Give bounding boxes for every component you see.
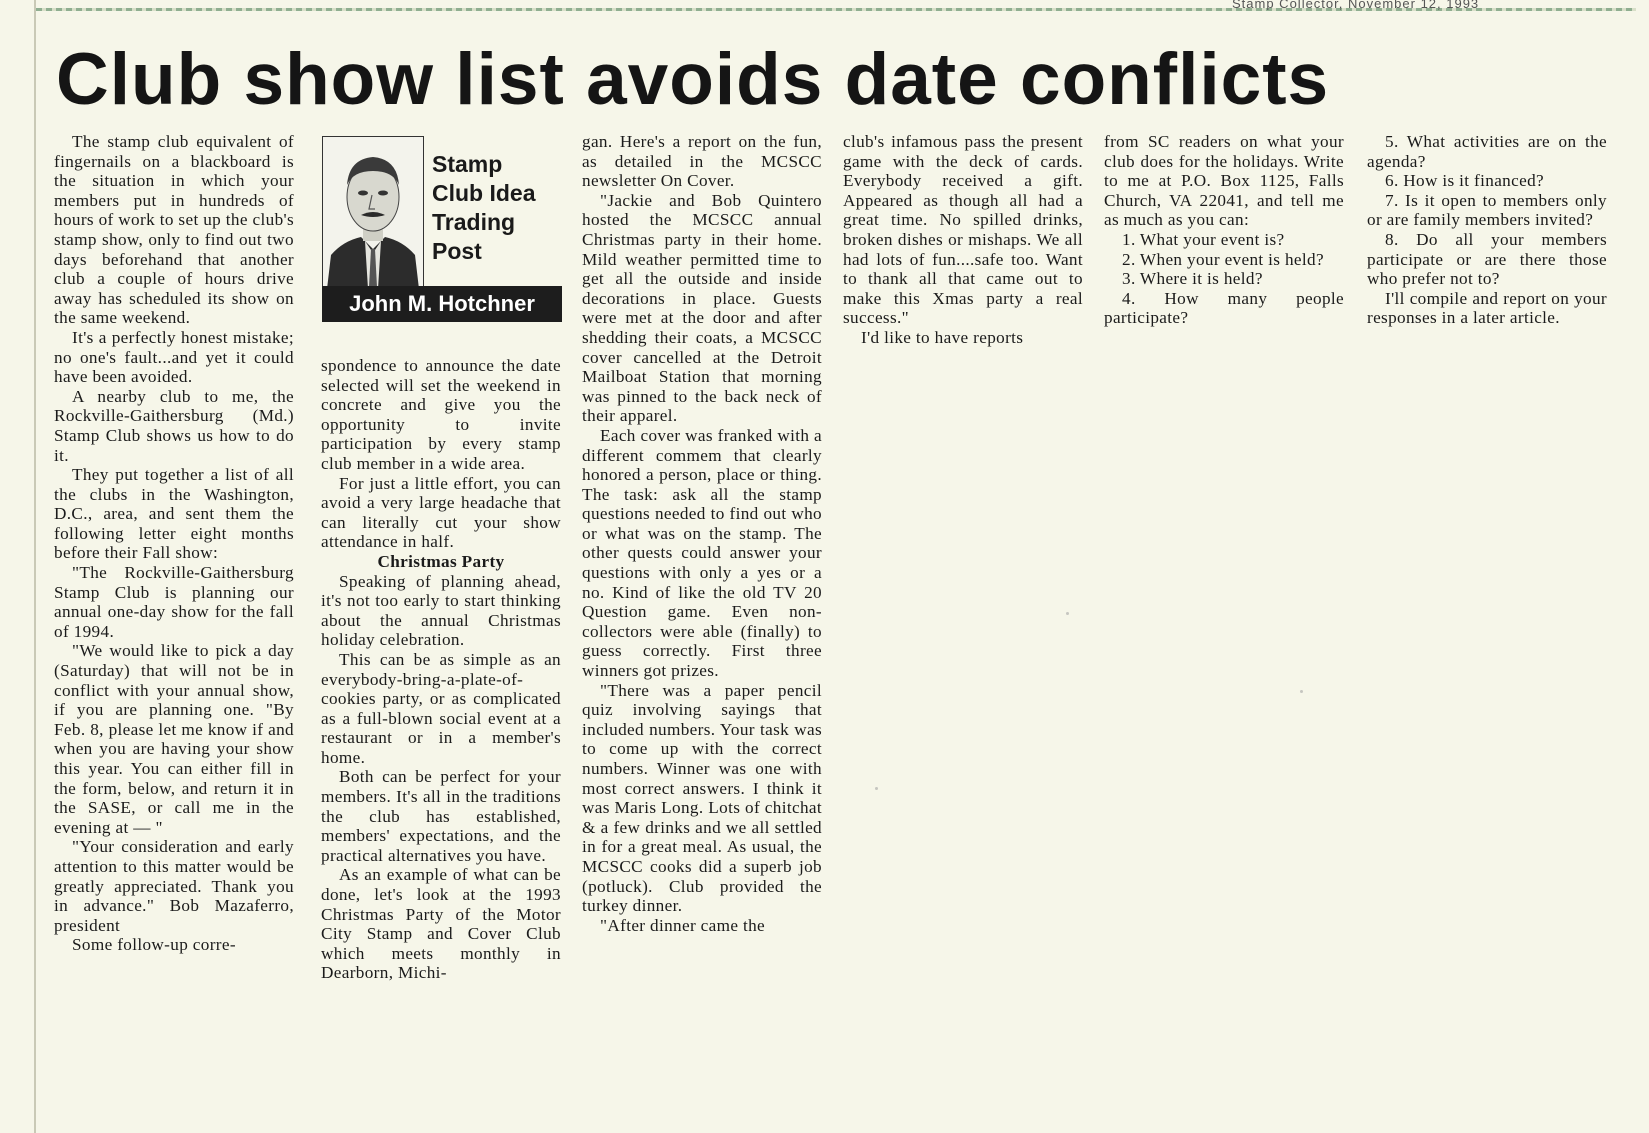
paragraph: As an example of what can be done, let's look at the 1993 Christmas Party of the Motor City Stamp and Cover Club which meets monthly in Dearborn, Michi- xyxy=(321,865,561,983)
paragraph: I'll compile and report on your responses in a later article. xyxy=(1367,288,1607,328)
paper-speck xyxy=(1066,612,1069,615)
paper-speck xyxy=(1300,690,1303,693)
paragraph: Some follow-up corre- xyxy=(72,935,236,955)
list-item: 8. Do all your members participate or are there those who prefer not to? xyxy=(1367,229,1607,289)
paper-speck xyxy=(875,787,878,790)
column-logo-box xyxy=(322,136,562,324)
article-column-4 xyxy=(843,132,1083,348)
author-photo-icon xyxy=(323,137,423,289)
list-item: 2. When your event is held? xyxy=(1122,249,1324,269)
list-item: 6. How is it financed? xyxy=(1385,171,1545,191)
author-byline: John M. Hotchner xyxy=(322,286,562,322)
paragraph: spondence to announce the date selected will set the weekend in concrete and give you the opportunity to invite participation by every stamp club member in a wide area. xyxy=(321,356,561,473)
paragraph: For just a little effort, you can avoid a very large headache that can literally cut your show attendance in half. xyxy=(321,473,561,552)
column-title-line: Post xyxy=(432,238,482,264)
paragraph: The stamp club equivalent of fingernails on a blackboard is the situation in which your members put in hundreds of hours of work to set up the club's stamp show, only to find out two days beforehand that another club a couple of hours drive away has scheduled its show on the same weekend. xyxy=(54,132,294,328)
column-title-line: Stamp xyxy=(432,151,503,177)
paragraph: This can be as simple as an everybody-bring-a-plate-of-cookies party, or as complicated as a full-blown social event at a restaurant or in a member's home. xyxy=(321,649,561,767)
paragraph: Speaking of planning ahead, it's not too early to start thinking about the annual Christmas holiday celebration. xyxy=(321,571,561,650)
column-title xyxy=(432,150,560,266)
paragraph: "The Rockville-Gaithersburg Stamp Club is planning our annual one-day show for the fall of 1994. xyxy=(54,563,294,641)
paragraph: It's a perfectly honest mistake; no one's fault...and yet it could have been avoided. xyxy=(54,327,294,387)
paragraph: Each cover was franked with a different commem that clearly honored a person, place or thing. The task: ask all the stamp questions needed to find out who or what was on the stamp. The other quests could answer your questions with only a yes or a no. Kind of like the old TV 20 Question game. Even non-collectors were able (finally) to guess correctly. First three winners got prizes. xyxy=(582,425,822,681)
list-item: 1. What your event is? xyxy=(1122,229,1285,249)
article-column-5 xyxy=(1104,132,1344,328)
paragraph: "Your consideration and early attention to this matter would be greatly appreciated. Thank you in advance." Bob Mazaferro, president xyxy=(54,837,294,935)
paragraph: "Jackie and Bob Quintero hosted the MCSCC annual Christmas party in their home. Mild weather permitted time to get all the outside and inside decorations in place. Guests were met at the door and after shedding their coats, a MCSCC cover cancelled at the Detroit Mailboat Station that morning was pinned to the back neck of their apparel. xyxy=(582,190,822,426)
paragraph: from SC readers on what your club does for the holidays. Write to me at P.O. Box 1125, Falls Church, VA 22041, and tell me as much as you can: xyxy=(1104,132,1344,230)
article-column-1 xyxy=(54,132,294,955)
paragraph: "After dinner came the xyxy=(600,915,766,935)
column-title-line: Club Idea xyxy=(432,180,536,206)
headline: Club show list avoids date conflicts xyxy=(56,39,1330,120)
paragraph: Both can be perfect for your members. It's all in the traditions the club has established, members' expectations, and the practical alternatives you have. xyxy=(321,767,561,865)
paragraph: "We would like to pick a day (Saturday) that will not be in conflict with your annual show, if you are planning one. "By Feb. 8, please let me know if and when you are having your show this year. You can either fill in the form, below, and return it in the SASE, or call me in the evening at — " xyxy=(54,641,294,837)
paragraph: They put together a list of all the clubs in the Washington, D.C., area, and sent them the following letter eight months before their Fall show: xyxy=(54,465,294,563)
paragraph: I'd like to have reports xyxy=(861,327,1024,347)
subhead: Christmas Party xyxy=(377,551,505,571)
paragraph: club's infamous pass the present game with the deck of cards. Everybody received a gift. Appeared as though all had a great time. No spilled drinks, broken dishes or mishaps. We all had lots of fun....safe too. Want to thank all that came out to make this Xmas party a real success." xyxy=(843,132,1083,328)
list-item: 4. How many people participate? xyxy=(1104,288,1344,328)
author-portrait xyxy=(322,136,424,290)
paragraph: A nearby club to me, the Rockville-Gaithersburg (Md.) Stamp Club shows us how to do it. xyxy=(54,386,294,465)
list-item: 5. What activities are on the agenda? xyxy=(1367,132,1607,171)
paragraph: gan. Here's a report on the fun, as detailed in the MCSCC newsletter On Cover. xyxy=(582,132,822,191)
list-item: 7. Is it open to members only or are family members invited? xyxy=(1367,190,1607,230)
list-item: 3. Where it is held? xyxy=(1122,269,1263,289)
paragraph: "There was a paper pencil quiz involving sayings that included numbers. Your task was to come up with the correct numbers. Winner was one with most correct answers. I think it was Maris Long. Lots of chitchat & a few drinks and we all settled in for a great meal. As usual, the MCSCC cooks did a superb job (potluck). Club provided the turkey dinner. xyxy=(582,680,822,916)
article-column-2 xyxy=(321,356,561,983)
masthead-line: Stamp Collector, November 12, 1993 xyxy=(1232,0,1480,10)
article-column-6 xyxy=(1367,132,1607,328)
column-title-line: Trading xyxy=(432,209,516,235)
article-column-3 xyxy=(582,132,822,935)
clipping-edge xyxy=(34,0,36,1133)
